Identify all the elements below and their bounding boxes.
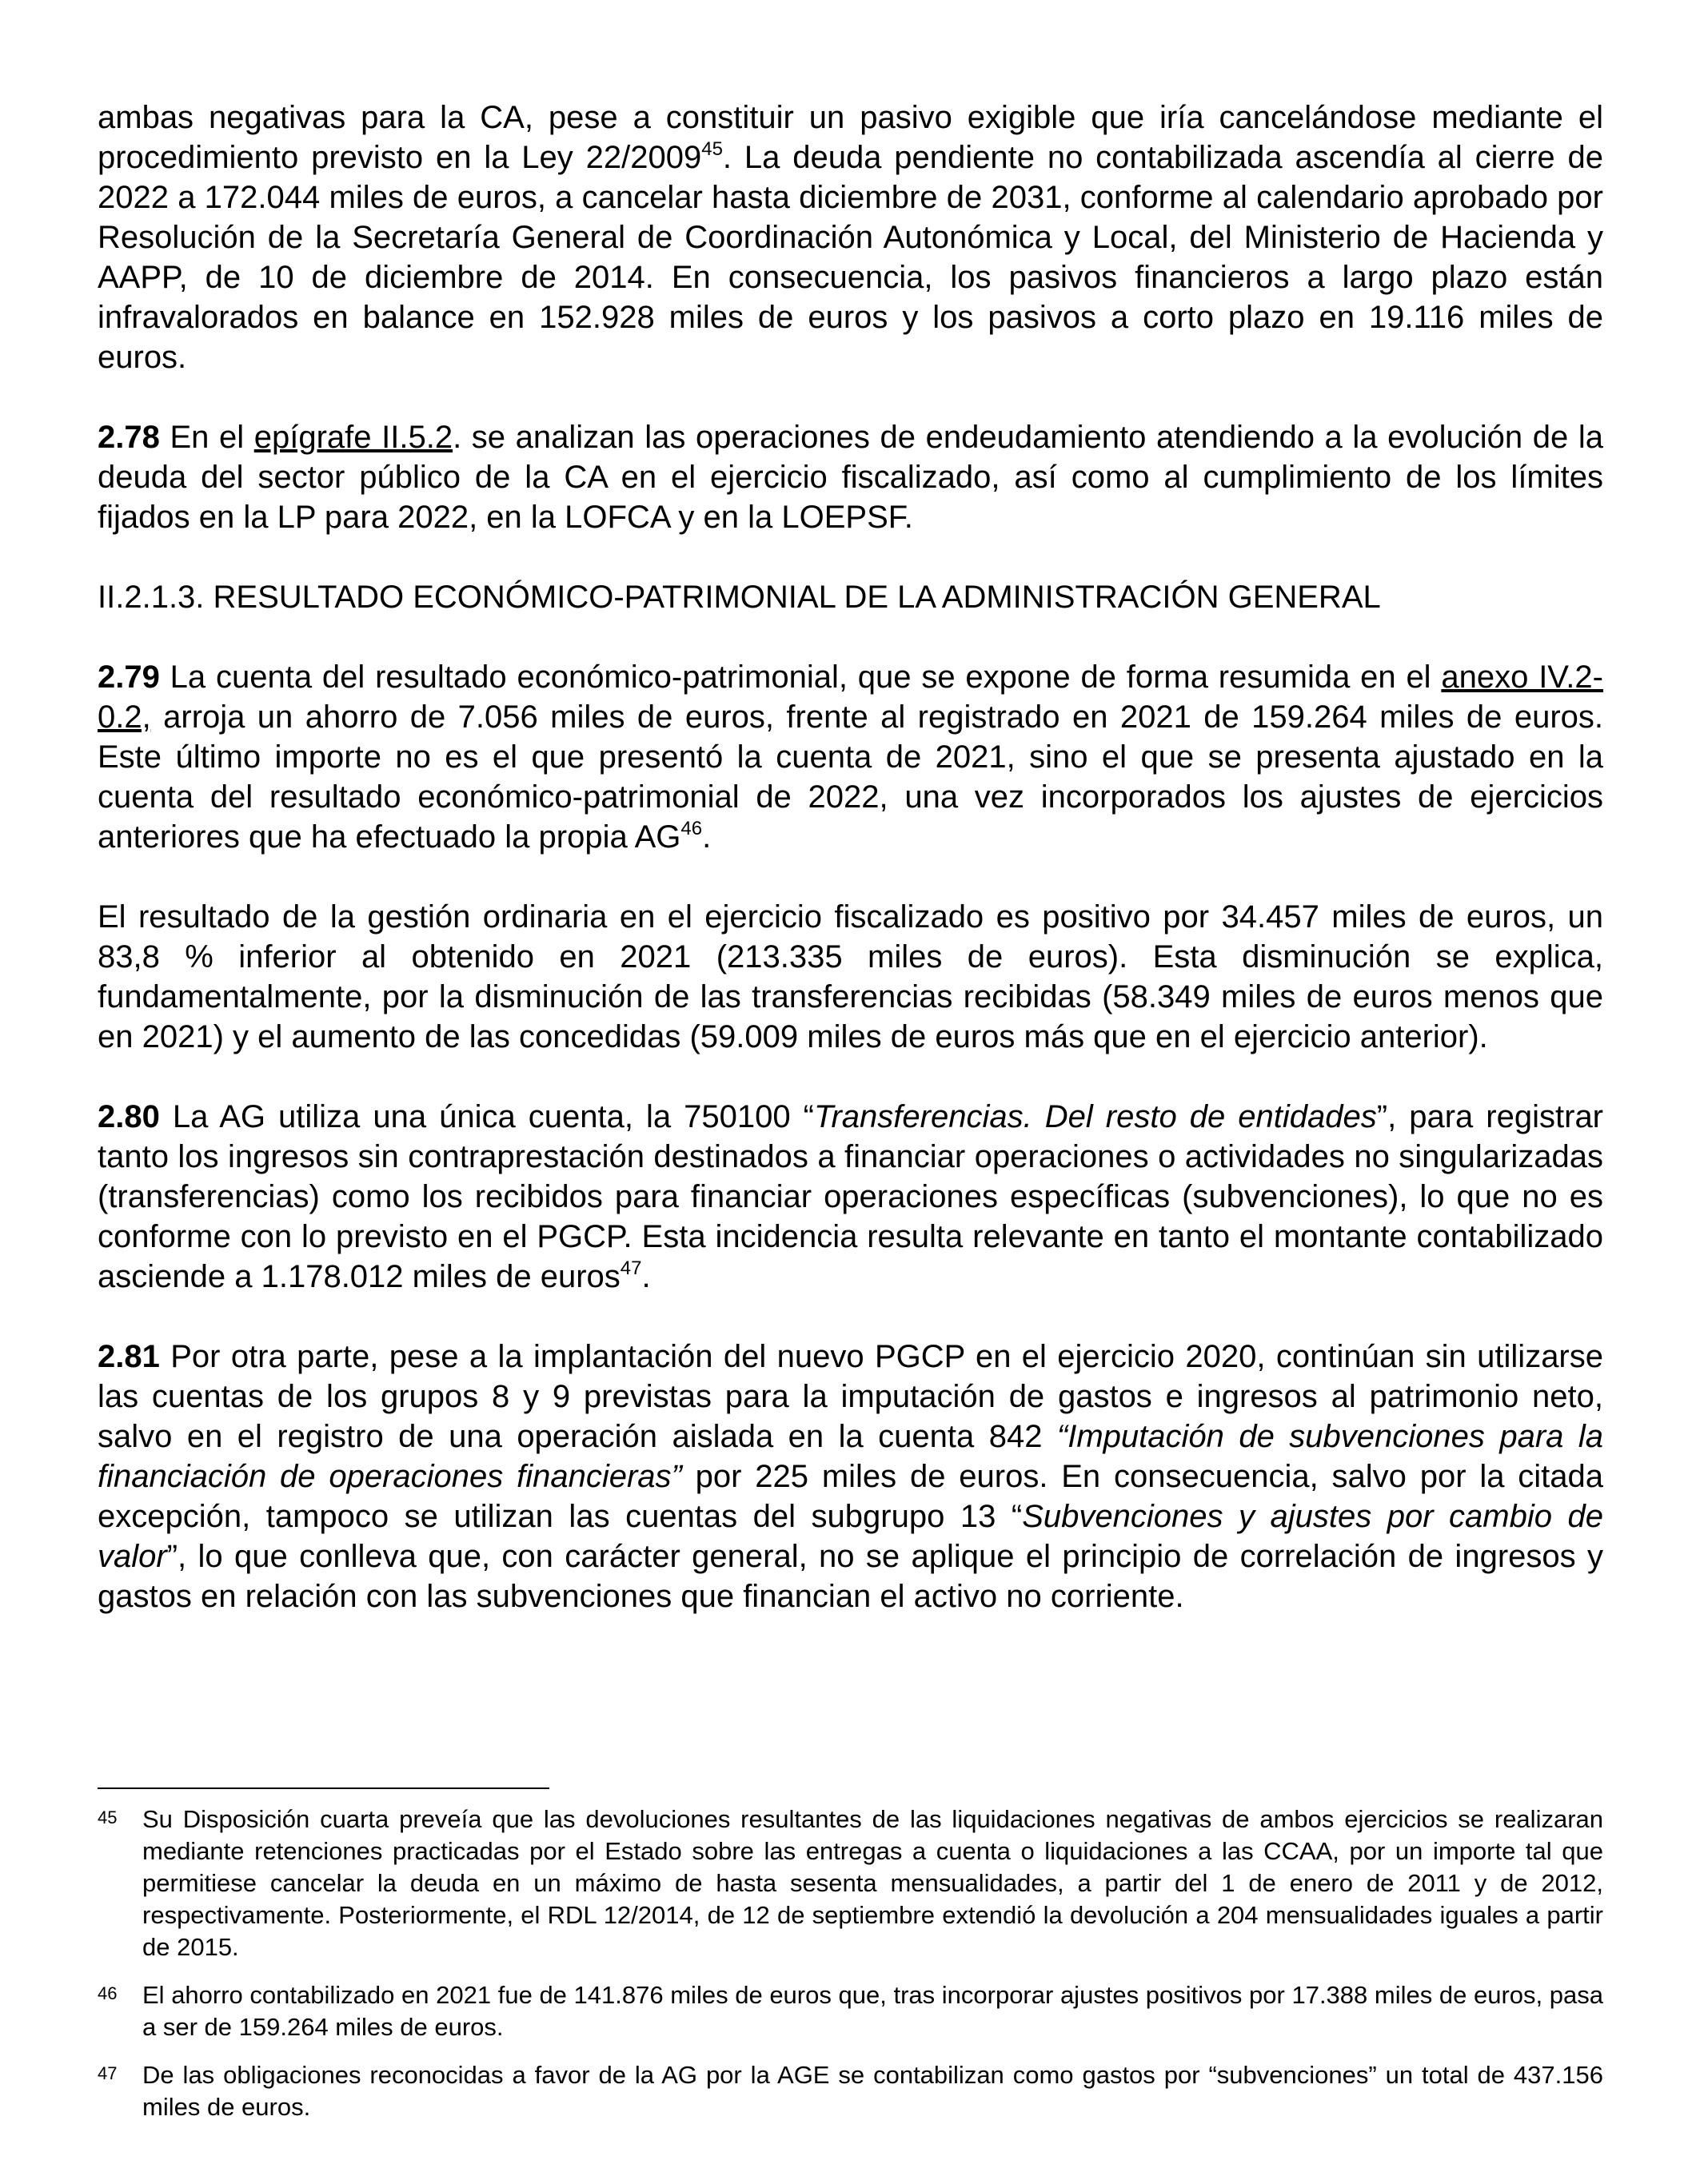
paragraph-2-79-text-c: . <box>702 819 712 855</box>
paragraph-2-78-text-b: . se analizan las operaciones de endeudamiento atendiendo a la evolución de la deuda del sector público de la CA en el ejercicio fiscalizado, así como al cumplimiento de los límites fijados en la LP para 2022, en la LOFCA y en la LOEPSF. <box>98 420 1603 535</box>
paragraph-2-78 <box>98 417 1603 537</box>
paragraph-2-79-text-b: arroja un ahorro de 7.056 miles de euros, frente al registrado en 2021 de 159.264 miles de euros. Este último importe no es el que presentó la cuenta de 2021, sino el que se presenta ajustado en la cuenta del resultado económico-patrimonial de 2022, una vez incorporados los ajustes de ejercicios anteriores que ha efectuado la propia AG <box>98 699 1603 855</box>
paragraph-2-78-text-a: En el <box>159 420 254 455</box>
footnote-number: 45 <box>98 1807 118 1827</box>
footnote-ref-47[interactable]: 47 <box>620 1257 642 1279</box>
footnote-45 <box>98 1803 1603 1963</box>
paragraph-gestion-ordinaria: El resultado de la gestión ordinaria en el ejercicio fiscalizado es positivo por 34.457 miles de euros, un 83,8 % inferior al obtenido en 2021 (213.335 miles de euros). Esta disminución se explica, fundamentalmente, por la disminución de las transferencias recibidas (58.349 miles de euros menos que en 2021) y el aumento de las concedidas (59.009 miles de euros más que en el ejercicio anterior). <box>98 899 1603 1054</box>
paragraph-number: 2.78 <box>98 420 160 455</box>
section-heading: II.2.1.3. RESULTADO ECONÓMICO-PATRIMONIAL DE LA ADMINISTRACIÓN GENERAL <box>98 580 1381 615</box>
paragraph-2-79 <box>98 657 1603 857</box>
paragraph-2-79-text-a: La cuenta del resultado económico-patrimonial, que se expone de forma resumida en el <box>159 660 1442 695</box>
footnote-separator <box>98 1787 549 1789</box>
paragraph-2-80-italic: Transferencias. Del resto de entidades <box>814 1099 1377 1134</box>
footnote-text: El ahorro contabilizado en 2021 fue de 141.876 miles de euros que, tras incorporar ajustes positivos por 17.388 miles de euros, pasa a ser de 159.264 miles de euros. <box>142 1981 1603 2041</box>
paragraph-2-81-italic-a: “Imputación de subvenciones para la financiación de operaciones financieras” <box>98 1419 1603 1494</box>
footnote-47 <box>98 2059 1603 2123</box>
paragraph-intro <box>98 98 1603 377</box>
footnotes <box>98 1803 1603 2139</box>
footnote-46 <box>98 1979 1603 2043</box>
paragraph-2-81-text-a: Por otra parte, pese a la implantación del nuevo PGCP en el ejercicio 2020, continúan sin utilizarse las cuentas de los grupos 8 y 9 previstas para la imputación de gastos e ingresos al patrimonio neto, salvo en el registro de una operación aislada en la cuenta 842 <box>98 1339 1603 1454</box>
paragraph-intro-text-b: . La deuda pendiente no contabilizada ascendía al cierre de 2022 a 172.044 miles de euros, a cancelar hasta diciembre de 2031, conforme al calendario aprobado por Resolución de la Secretaría General de Coordinación Autonómica y Local, del Ministerio de Hacienda y AAPP, de 10 de diciembre de 2014. En consecuencia, los pasivos financieros a largo plazo están infravalorados en balance en 152.928 miles de euros y los pasivos a corto plazo en 19.116 miles de euros. <box>98 140 1603 375</box>
paragraph-2-80 <box>98 1097 1603 1297</box>
paragraph-2-81-italic-b: Subvenciones y ajustes por cambio de valor <box>98 1499 1603 1574</box>
footnote-number: 47 <box>98 2063 118 2083</box>
paragraph-number: 2.79 <box>98 660 160 695</box>
footnote-number: 46 <box>98 1983 118 2003</box>
paragraph-number: 2.80 <box>98 1099 160 1134</box>
paragraph-number: 2.81 <box>98 1339 160 1374</box>
epigrafe-link[interactable]: epígrafe II.5.2 <box>253 420 453 455</box>
paragraph-2-81-text-b: por 225 miles de euros. En consecuencia, salvo por la citada excepción, tampoco se utilizan las cuentas del subgrupo 13 “ <box>98 1459 1603 1534</box>
footnote-ref-46[interactable]: 46 <box>680 817 703 839</box>
footnote-text: De las obligaciones reconocidas a favor de la AG por la AGE se contabilizan como gastos por “subvenciones” un total de 437.156 miles de euros. <box>142 2061 1603 2121</box>
paragraph-2-81 <box>98 1337 1603 1616</box>
paragraph-intro-text-a: ambas negativas para la CA, pese a constituir un pasivo exigible que iría cancelándose mediante el procedimiento previsto en la Ley 22/2009 <box>98 100 1603 175</box>
anexo-link[interactable]: anexo IV.2-0.2, <box>98 660 1603 735</box>
paragraph-2-80-text-a: La AG utiliza una única cuenta, la 750100 “ <box>159 1099 814 1134</box>
footnote-text: Su Disposición cuarta preveía que las devoluciones resultantes de las liquidaciones negativas de ambos ejercicios se realizaran mediante retenciones practicadas por el Estado sobre las entregas a cuenta o liquidaciones a las CCAA, por un importe tal que permitiese cancelar la deuda en un máximo de hasta sesenta mensualidades, a partir del 1 de enero de 2011 y de 2012, respectivamente. Posteriormente, el RDL 12/2014, de 12 de septiembre extendió la devolución a 204 mensualidades iguales a partir de 2015. <box>142 1805 1603 1961</box>
paragraph-2-80-text-c: . <box>641 1259 651 1294</box>
paragraph-2-80-text-b: ”, para registrar tanto los ingresos sin contraprestación destinados a financiar operaciones o actividades no singularizadas (transferencias) como los recibidos para financiar operaciones específicas (subvenciones), lo que no es conforme con lo previsto en el PGCP. Esta incidencia resulta relevante en tanto el montante contabilizado asciende a 1.178.012 miles de euros <box>98 1099 1604 1294</box>
document-body <box>98 98 1603 1656</box>
paragraph-2-81-text-c: ”, lo que conlleva que, con carácter general, no se aplique el principio de correlación de ingresos y gastos en relación con las subvenciones que financian el activo no corriente. <box>98 1539 1603 1614</box>
footnote-ref-45[interactable]: 45 <box>701 137 723 160</box>
